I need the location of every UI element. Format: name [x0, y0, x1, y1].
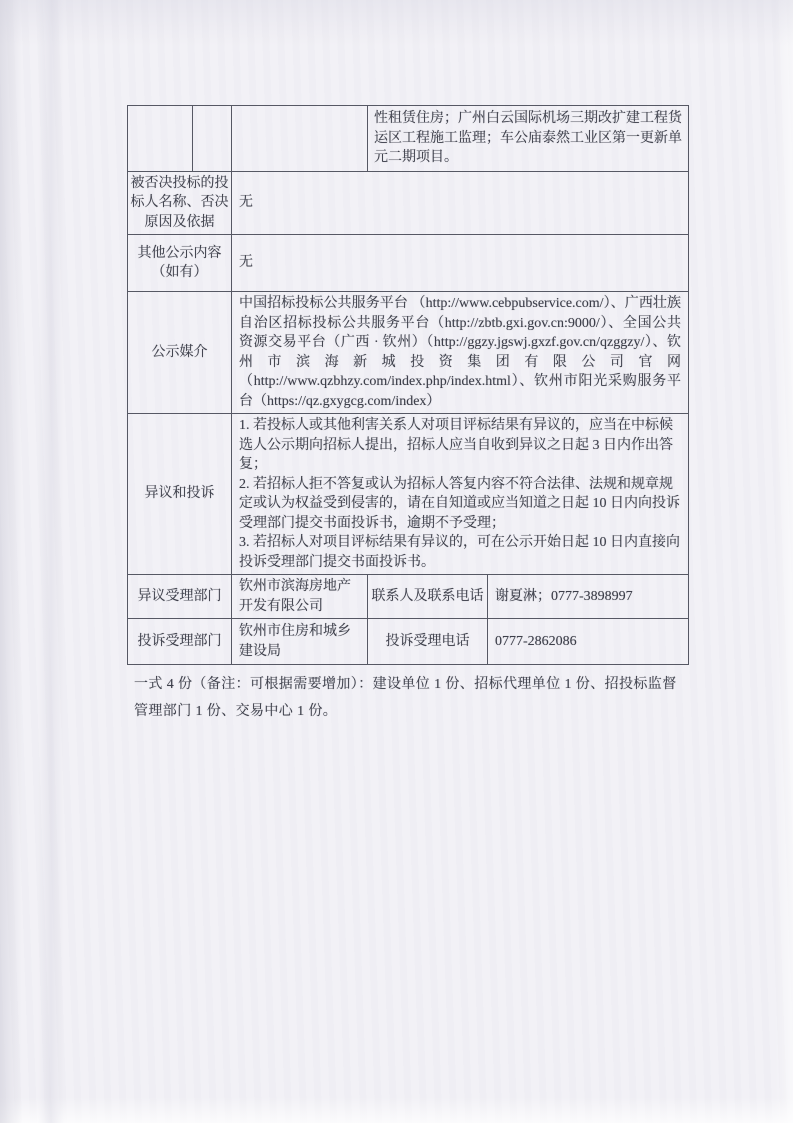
- bid-result-table: [127, 105, 689, 665]
- objection-dept-label: 异议受理部门: [128, 575, 232, 619]
- table-row-media: [128, 292, 689, 414]
- complaint-phone-label: 投诉受理电话: [368, 619, 488, 665]
- objection-item-1: 1. 若投标人或其他利害关系人对项目评标结果有异议的，应当在中标候选人公示期向招标人提出，招标人应当自收到异议之日起 3 日内作出答复；: [239, 418, 673, 472]
- media-label: 公示媒介: [128, 292, 232, 414]
- copies-note: 一式 4 份（备注：可根据需要增加）：建设单位 1 份、招标代理单位 1 份、招投标监督管理部门 1 份、交易中心 1 份。: [134, 677, 677, 719]
- objection-item-3: 3. 若招标人对项目评标结果有异议的，可在公示开始日起 10 日内直接向投诉受理部门提交书面投诉书。: [239, 535, 680, 570]
- objection-label: 异议和投诉: [128, 414, 232, 575]
- carryover-project-text: 性租赁住房；广州白云国际机场三期改扩建工程货运区工程施工监理；车公庙泰然工业区第一更新单元二期项目。: [368, 106, 689, 172]
- rejected-bidders-label: 被否决投标的投标人名称、否决原因及依据: [128, 171, 232, 235]
- table-row-objection-dept: [128, 575, 689, 619]
- table-row-rejected-bidders: [128, 171, 689, 235]
- table-row-complaint-dept: [128, 619, 689, 665]
- objection-contact-label: 联系人及联系电话: [368, 575, 488, 619]
- carryover-empty-cell-1: [128, 106, 193, 172]
- media-value: 中国招标投标公共服务平台 （http://www.cebpubservice.com/）、广西壮族自治区招标投标公共服务平台（http://zbtb.gxi.gov.cn:9000/）、全国公共资源交易平台（广西 · 钦州）（http://ggzy.jgswj.gxzf.gov.cn/qzggzy/）、钦州市滨海新城投资集团有限公司官网（http://www.qzbhzy.com/index.php/index.html）、钦州市阳光采购服务平台（https://qz.gxygcg.com/index）: [232, 292, 689, 414]
- other-content-value: 无: [232, 235, 689, 292]
- complaint-dept-label: 投诉受理部门: [128, 619, 232, 665]
- complaint-dept-org: 钦州市住房和城乡建设局: [232, 619, 368, 665]
- objection-dept-org: 钦州市滨海房地产开发有限公司: [232, 575, 368, 619]
- objection-contact-value: 谢夏淋；0777-3898997: [488, 575, 689, 619]
- table-row-carryover: [128, 106, 689, 172]
- carryover-empty-cell-2: [193, 106, 232, 172]
- other-content-label: 其他公示内容（如有）: [128, 235, 232, 292]
- complaint-phone-value: 0777-2862086: [488, 619, 689, 665]
- objection-item-2: 2. 若招标人拒不答复或认为招标人答复内容不符合法律、法规和规章规定或认为权益受到侵害的，请在自知道或应当知道之日起 10 日内向投诉受理部门提交书面投诉书，逾期不予受理；: [239, 476, 680, 531]
- carryover-empty-cell-3: [232, 106, 368, 172]
- objection-value: [232, 414, 689, 575]
- scan-artifact-streak: [38, 0, 64, 1123]
- table-row-other-content: [128, 235, 689, 292]
- rejected-bidders-value: 无: [232, 171, 689, 235]
- table-row-objection: [128, 414, 689, 575]
